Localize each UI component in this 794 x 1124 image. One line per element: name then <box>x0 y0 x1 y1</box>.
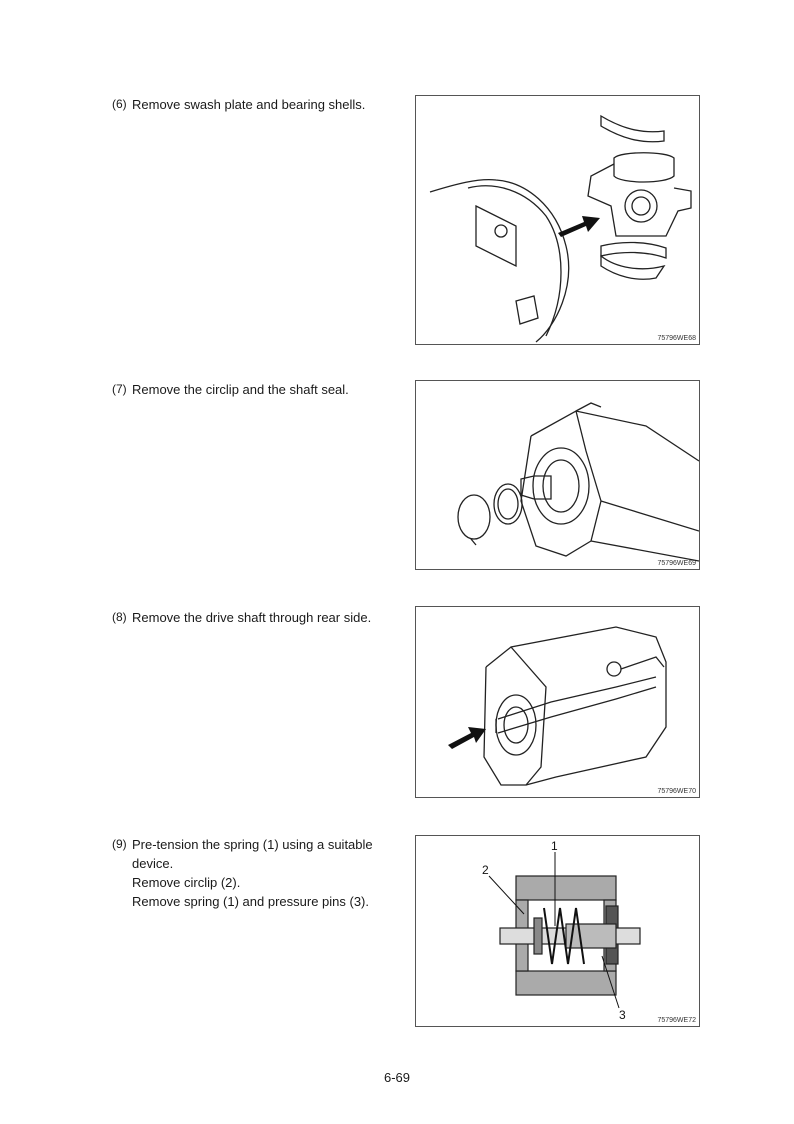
step-text <box>132 95 365 114</box>
figure-code: 75796WE69 <box>657 560 696 567</box>
figure-code: 75796WE72 <box>657 1017 696 1024</box>
step-number: (9) <box>112 837 127 851</box>
step-number: (7) <box>112 382 127 396</box>
step-number: (8) <box>112 610 127 624</box>
callout-2: 2 <box>482 863 489 877</box>
step-line: Remove the drive shaft through rear side. <box>132 610 372 625</box>
step-line: Remove spring (1) and pressure pins (3). <box>132 894 369 909</box>
drive-shaft-illustration <box>416 607 699 797</box>
figure-spring-section <box>415 835 700 1027</box>
step-number: (6) <box>112 97 127 111</box>
figure-code: 75796WE68 <box>657 335 696 342</box>
step-line: Remove swash plate and bearing shells. <box>132 97 366 112</box>
step-line: Remove circlip (2). <box>132 875 241 890</box>
figure-swash-plate <box>415 95 700 345</box>
step-line: device. <box>132 856 174 871</box>
figure-code: 75796WE70 <box>657 788 696 795</box>
step-line: Remove the circlip and the shaft seal. <box>132 382 349 397</box>
swash-plate-illustration <box>416 96 699 344</box>
callout-1: 1 <box>551 839 558 853</box>
step-text <box>132 608 371 627</box>
step-text <box>132 835 373 911</box>
figure-drive-shaft <box>415 606 700 798</box>
step-text <box>132 380 349 399</box>
circlip-seal-illustration <box>416 381 699 569</box>
figure-circlip-shaft-seal <box>415 380 700 570</box>
spring-section-illustration <box>416 836 699 1026</box>
step-line: Pre-tension the spring (1) using a suitable <box>132 837 373 852</box>
callout-3: 3 <box>619 1008 626 1022</box>
page-number: 6-69 <box>383 1070 411 1085</box>
